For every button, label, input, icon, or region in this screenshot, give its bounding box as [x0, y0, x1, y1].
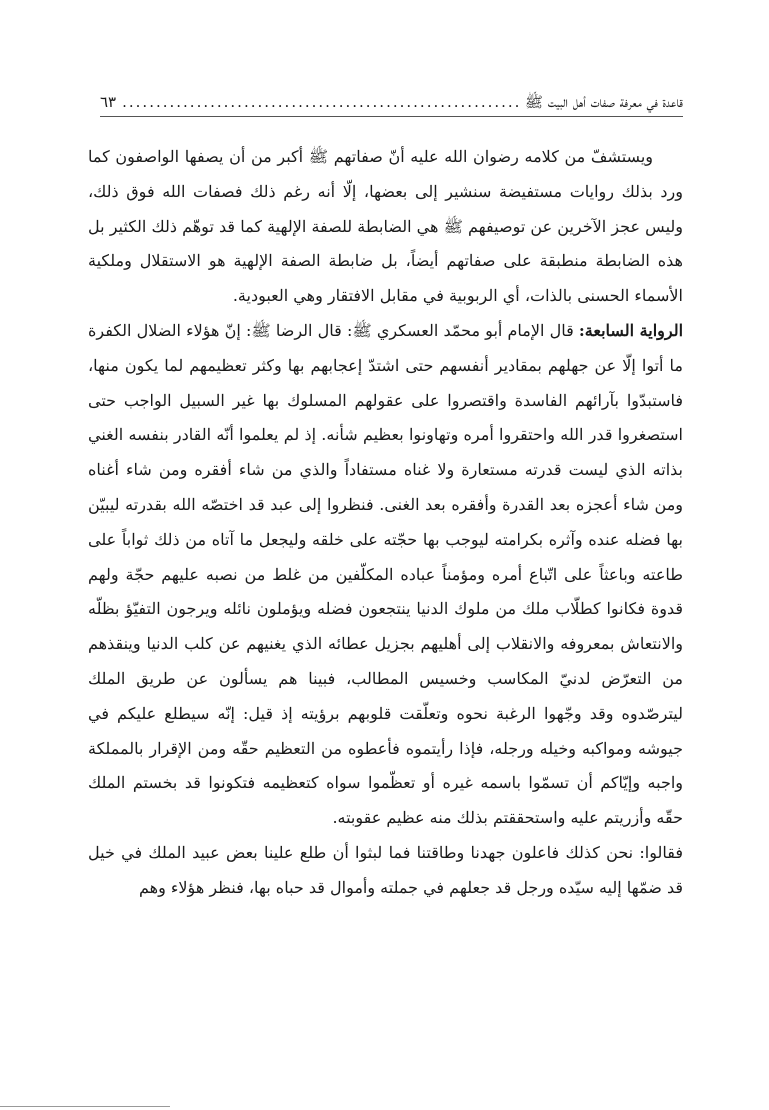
paragraph-3: فقالوا: نحن كذلك فاعلون جهدنا وطاقتنا فما لبثوا أن طلع علينا بعض عبيد الملك في خيل قد ضمّها إليه سيّده ورجل قد جعلهم في جملته وأموال قد حباه بها، فنظر هؤلاء وهم [88, 842, 683, 897]
paragraph-2-text: قال الإمام أبو محمّد العسكري ﷺ: قال الرضا ﷺ: إنّ هؤلاء الضلال الكفرة ما أتوا إلّا عن جهلهم بمقادير أنفسهم حتى اشتدّ إعجابهم بها وكثر تعظيمهم لما يكون منها، فاستبدّوا بآرائهم الفاسدة واقتصروا على عقولهم المسلوك بها غير السبيل الواجب حتى استصغروا قدر الله واحتقروا أمره وتهاونوا بعظيم شأنه. إذ لم يعلموا أنّه القادر بنفسه الغني بذاته الذي ليست قدرته مستعارة ولا غناه مستفاداً والذي من شاء أفقره ومن شاء أغناه ومن شاء أعجزه بعد القدرة وأفقره بعد الغنى. فنظروا إلى عبد قد اختصّه الله بقدرته ليبيّن بها فضله عنده وآثره بكرامته ليوجب بها حجّته على خلقه وليجعل ما آتاه من ذلك ثواباً على طاعته وباعثاً على اتّباع أمره ومؤمناً عباده المكلّفين من غلط من نصبه عليهم حجّة ولهم قدوة فكانوا كطلّاب ملك من ملوك الدنيا ينتجعون فضله ويؤملون نائله ويرجون التفيّؤ بظلّه والانتعاش بمعروفه والانقلاب إلى أهليهم بجزيل عطائه الذي يغنيهم عن كلب الدنيا وينقذهم من التعرّض لدنيّ المكاسب وخسيس المطالب، فبينا هم يسألون عن طريق الملك ليترصّدوه وقد وجّهوا الرغبة نحوه وتعلّقت قلوبهم برؤيته إذ قيل: إنّه سيطلع عليكم في جيوشه ومواكبه وخيله ورجله، فإذا رأيتموه فأعطوه من التعظيم حقّه ومن الإقرار بالمملكة واجبه وإيّاكم أن تسمّوا باسمه غيره أو تعظّموا سواه كتعظيمه فتكونوا قد بخستم الملك حقّه وأزريتم عليه واستحققتم بذلك منه عظيم عقوبته. [88, 320, 684, 828]
leader-dots [122, 95, 519, 110]
footer-rule [0, 1106, 170, 1107]
paragraph-2 [88, 314, 683, 836]
page-number: ٦٣ [100, 93, 117, 111]
paragraph-1: ويستشفّ من كلامه رضوان الله عليه أنّ صفاتهم ﷺ أكبر من أن يصفها الواصفون كما ورد بذلك روايات مستفيضة سنشير إلى بعضها، إلّا أنه رغم ذلك فصفات الله فوق ذلك، وليس عجز الآخرين عن توصيفهم ﷺ هي الضابطة للصفة الإلهية كما قد توهّم ذلك الكثير بل هذه الضابطة منطبقة على صفاتهم أيضاً، بل ضابطة الصفة الإلهية هو الاستقلال وملكية الأسماء الحسنى بالذات، أي الربوبية في مقابل الافتقار وهي العبودية. [88, 147, 683, 306]
running-title: قاعدة في معرفة صفات أهل البيت ﷺ [524, 93, 683, 111]
body-text [88, 140, 683, 906]
narration-label: الرواية السابعة: [578, 320, 684, 340]
running-header [100, 82, 683, 110]
header-rule [100, 116, 683, 117]
